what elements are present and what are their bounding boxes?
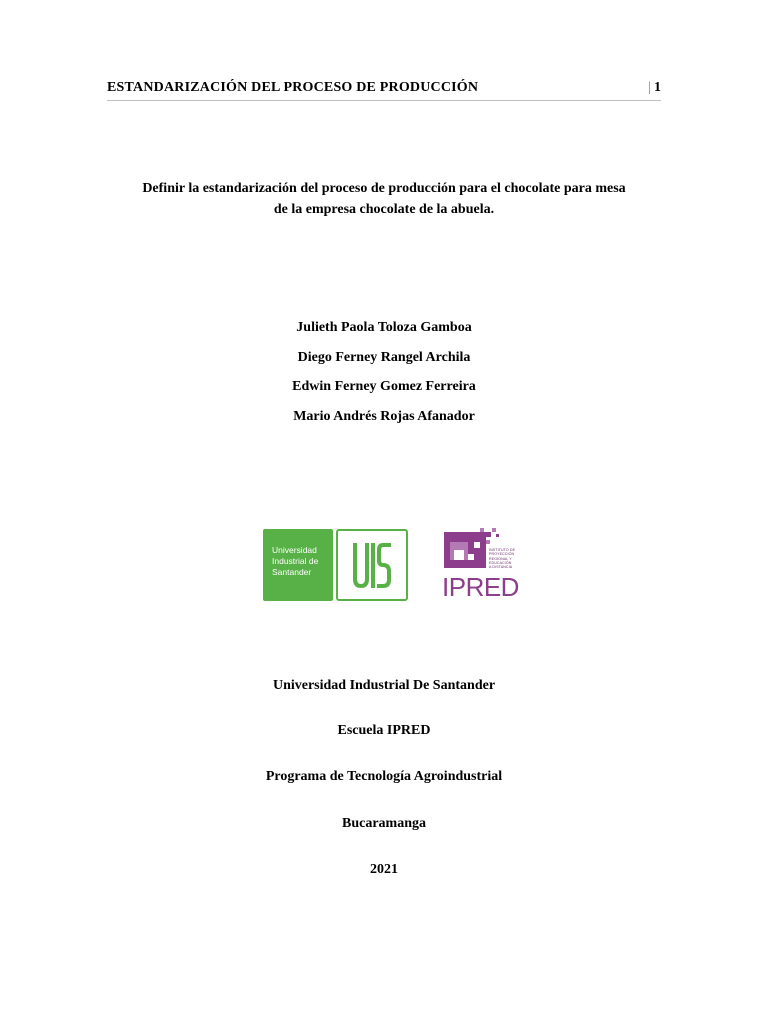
document-year: 2021	[370, 862, 398, 877]
logo-row	[0, 528, 768, 604]
uis-logo-text	[263, 529, 333, 601]
author-name: Diego Ferney Rangel Archila	[297, 349, 471, 365]
uis-logo-line-3: Santander	[272, 567, 312, 577]
page-number	[648, 80, 661, 96]
school-name: Escuela IPRED	[337, 723, 431, 738]
page-number-value: 1	[654, 80, 661, 95]
document-title-line-1: Definir la estandarización del proceso de producción para el chocolate para mesa	[142, 181, 626, 196]
author-list	[107, 318, 661, 436]
uis-logo-line-2: Industrial de	[272, 556, 319, 566]
document-title-line-2: de la empresa chocolate de la abuela.	[273, 202, 495, 217]
author-name: Julieth Paola Toloza Gamboa	[296, 320, 472, 335]
ipred-caption: INSTITUTO DE PROYECCIÓN REGIONAL Y EDUCACIÓN A DISTANCIA	[489, 548, 516, 570]
header-title: ESTANDARIZACIÓN DEL PROCESO DE PRODUCCIÓN	[107, 80, 479, 95]
uis-emblem-icon	[336, 529, 408, 601]
city-name: Bucaramanga	[342, 816, 426, 831]
document-title	[107, 178, 661, 220]
university-name: Universidad Industrial De Santander	[272, 678, 496, 693]
uis-logo-line-1: Universidad	[272, 545, 317, 555]
page-header	[107, 80, 661, 101]
program-name: Programa de Tecnología Agroindustrial	[265, 769, 503, 784]
ipred-wordmark: IPRED	[442, 572, 519, 602]
ipred-logo	[440, 528, 530, 604]
author-name: Mario Andrés Rojas Afanador	[293, 408, 475, 424]
author-name: Edwin Ferney Gomez Ferreira	[292, 379, 476, 394]
header-separator: |	[648, 80, 651, 95]
